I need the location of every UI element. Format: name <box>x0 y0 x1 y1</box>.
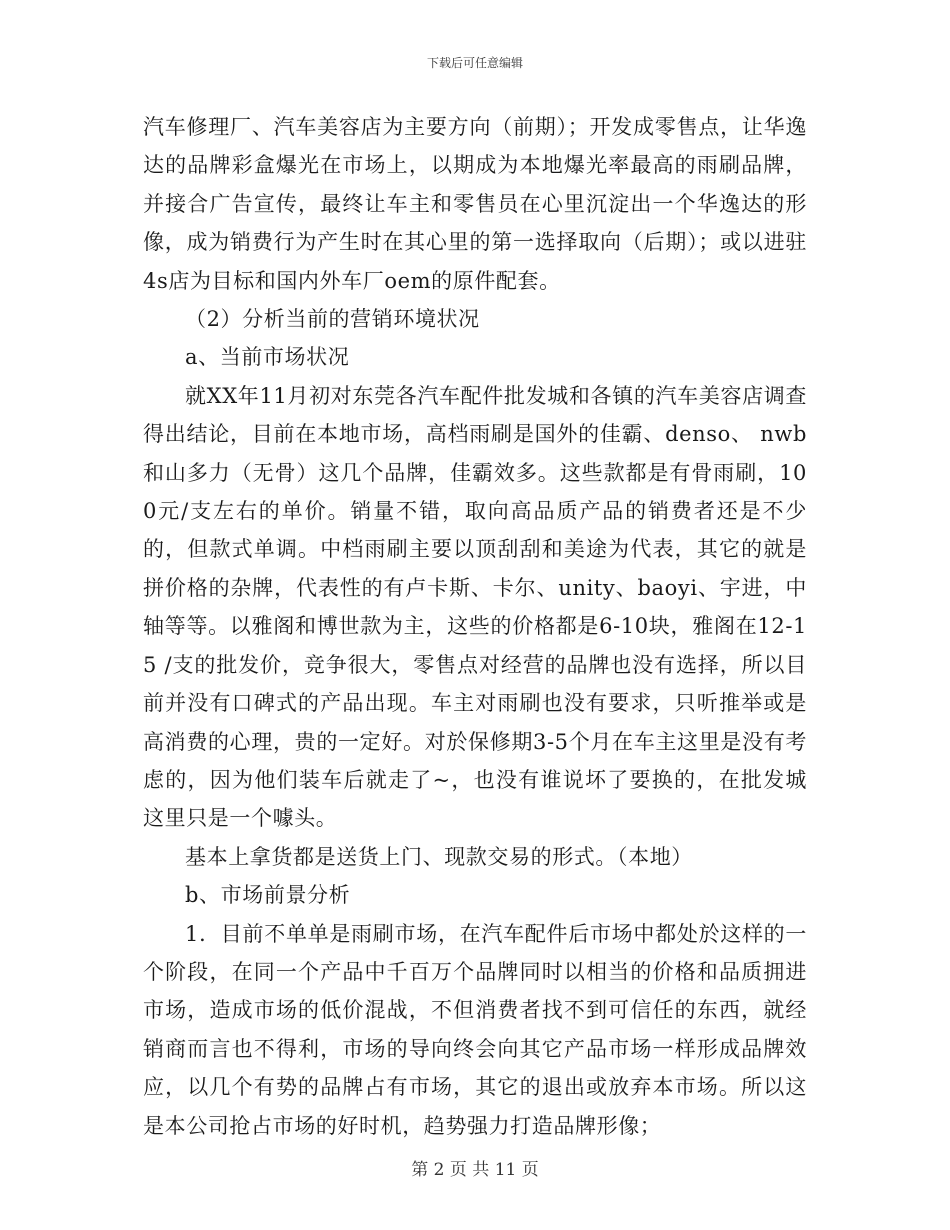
paragraph: 基本上拿货都是送货上门、现款交易的形式。（本地） <box>185 844 693 869</box>
subsection-heading: b、市场前景分析 <box>185 883 351 908</box>
section-heading: （2）分析当前的营销环境状况 <box>185 307 480 332</box>
paragraph: 就XX年11月初对东莞各汽车配件批发城和各镇的汽车美容店调查得出结论，目前在本地市场，高档雨刷是国外的佳霸、denso、 nwb和山多力（无骨）这几个品牌，佳霸效多。这些款都是有骨雨刷，100元/支左右的单价。销量不错，取向高品质产品的销费者还是不少的，但款式单调。中档雨刷主要以顶刮刮和美途为代表，其它的就是拼价格的杂牌，代表性的有卢卡斯、卡尔、unity、baoyi、宇进，中轴等等。以雅阁和博世款为主，这些的价格都是6-10块，雅阁在12-15 /支的批发价，竞争很大，零售点对经营的品牌也没有选择，所以目前并没有口碑式的产品出现。车主对雨刷也没有要求，只听推举或是高消费的心理，贵的一定好。对於保修期3-5个月在车主这里是没有考虑的，因为他们装车后就走了~，也没有谁说坏了要换的，在批发城这里只是一个噱头。 <box>143 383 807 831</box>
document-body <box>143 108 807 1145</box>
page-footer: 第 2 页 共 11 页 <box>411 1160 539 1180</box>
subsection-heading: a、当前市场状况 <box>185 345 350 370</box>
paragraph: 1．目前不单单是雨刷市场，在汽车配件后市场中都处於这样的一个阶段，在同一个产品中千百万个品牌同时以相当的价格和品质拥进市场，造成市场的低价混战，不但消费者找不到可信任的东西，就经销商而言也不得利，市场的导向终会向其它产品市场一样形成品牌效应，以几个有势的品牌占有市场，其它的退出或放弃本市场。所以这是本公司抢占市场的好时机，趋势强力打造品牌形像； <box>143 921 807 1138</box>
page-header: 下载后可任意编辑 <box>426 56 523 70</box>
paragraph: 汽车修理厂、汽车美容店为主要方向（前期）；开发成零售点，让华逸达的品牌彩盒爆光在市场上，以期成为本地爆光率最高的雨刷品牌，并接合广告宣传，最终让车主和零售员在心里沉淀出一个华逸达的形像，成为销费行为产生时在其心里的第一选择取向（后期）；或以进驻4s店为目标和国内外车厂oem的原件配套。 <box>143 115 807 293</box>
